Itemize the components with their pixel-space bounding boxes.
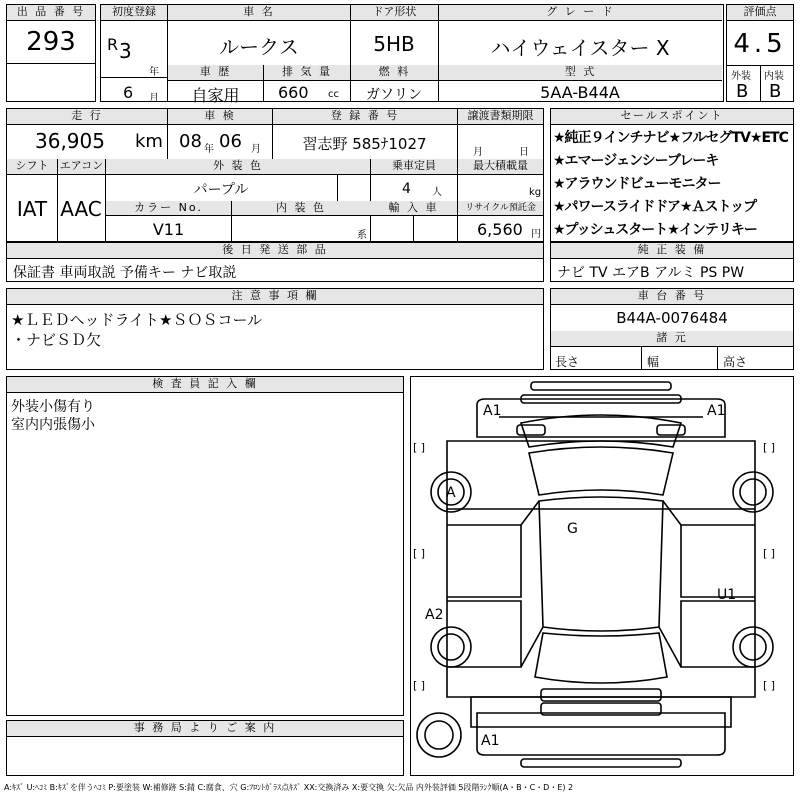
damage-mark-wheel: A — [446, 485, 456, 501]
office-label: 事 務 局 よ り ご 案 内 — [7, 721, 403, 737]
plate-label: 登 録 番 号 — [272, 109, 457, 125]
selling-line-1: ★純正９インチナビ★フルセグTV★ETC — [553, 130, 788, 146]
notes-line-2: ・ナビＳＤ欠 — [11, 331, 102, 349]
capacity: 4 — [402, 181, 411, 197]
legend: A:ｷｽﾞ U:ﾍｺﾐ B:ｷｽﾞを伴うﾍｺﾐ P:要塗装 W:補修跡 S:錆 C:腐食、穴 G:ﾌﾛﾝﾄｶﾞﾗｽ点ｷｽﾞ XX:交換済み X:要交換 欠:欠品 内外装評価 5段階ﾗﾝｸ順(A・B・C・D・E) 2 — [4, 783, 574, 792]
notes-label: 注 意 事 項 欄 — [7, 289, 543, 305]
color-no: V11 — [152, 220, 185, 239]
car-diagram-svg — [411, 377, 793, 775]
genuine-equipment-label: 純 正 装 備 — [551, 243, 793, 259]
bracket-6: [ ] — [763, 679, 776, 692]
shift-label: シフト — [7, 159, 57, 175]
damage-mark-front-left: A1 — [483, 403, 502, 419]
damage-mark-side-left: A2 — [425, 607, 444, 623]
import-label: 輸 入 車 — [370, 201, 457, 216]
car-info-box — [168, 4, 724, 105]
int-score: B — [769, 81, 782, 102]
dims-height: 高さ — [723, 355, 748, 369]
chassis-number: B44A-0076484 — [616, 309, 728, 327]
inspector-label: 検 査 員 記 入 欄 — [7, 377, 403, 393]
history: 自家用 — [191, 86, 240, 105]
ac: AAC — [60, 197, 102, 221]
max-load-label: 最大積載量 — [457, 159, 543, 175]
details-box — [6, 108, 544, 242]
inspection-label: 車 検 — [167, 109, 272, 125]
later-parts-label: 後 日 発 送 部 品 — [7, 243, 543, 259]
ext-color-label: 外 装 色 — [105, 159, 370, 175]
grade-label: グ レ ー ド — [438, 5, 722, 21]
transfer-month-unit: 月 — [473, 147, 483, 158]
notes-box — [6, 288, 544, 370]
history-label: 車 歴 — [168, 65, 263, 81]
inspection-month-unit: 月 — [251, 144, 261, 155]
int-color-label: 内 装 色 — [231, 201, 370, 216]
inspector-box — [6, 376, 404, 716]
ext-label: 外装 — [731, 71, 751, 82]
displacement-label: 排 気 量 — [263, 65, 350, 81]
selling-line-4: ★パワースライドドア★Ａストップ — [553, 199, 757, 215]
ext-color: パープル — [193, 182, 249, 198]
mileage: 36,905 — [35, 129, 105, 153]
grade: ハイウェイスター X — [490, 36, 670, 60]
first-reg-era: R — [107, 35, 119, 54]
lot-number: 293 — [26, 27, 76, 57]
bracket-2: [ ] — [763, 441, 776, 454]
score-box — [726, 4, 794, 102]
door-label: ドア形状 — [350, 5, 438, 21]
score-label: 評価点 — [727, 5, 793, 21]
inspector-line-2: 室内内張傷小 — [11, 417, 95, 433]
recycle-label: リサイクル預託金 — [457, 201, 543, 216]
door-type: 5HB — [373, 32, 415, 56]
inspector-line-1: 外装小傷有り — [11, 399, 95, 415]
damage-mark-side-right: U1 — [717, 587, 737, 603]
ac-label: エアコン — [57, 159, 105, 175]
first-reg-month-unit: 月 — [149, 93, 159, 104]
first-reg-year-unit: 年 — [149, 67, 159, 78]
selling-line-2: ★エマージェンシーブレーキ — [553, 153, 719, 169]
notes-line-1: ★ＬＥＤヘッドライト★ＳＯＳコール — [11, 311, 263, 329]
bracket-5: [ ] — [413, 679, 426, 692]
model-code: 5AA-B44A — [540, 83, 620, 102]
car-name: ルークス — [219, 35, 299, 59]
car-diagram — [410, 376, 794, 776]
displacement: 660 — [278, 83, 309, 102]
selling-points-box — [550, 108, 794, 242]
car-name-label: 車 名 — [168, 5, 350, 21]
transfer-day-unit: 日 — [519, 147, 529, 158]
chassis-label: 車 台 番 号 — [551, 289, 793, 305]
inspection-year-unit: 年 — [204, 144, 214, 155]
damage-mark-rear: A1 — [481, 733, 500, 749]
chassis-box — [550, 288, 794, 370]
ext-score: B — [736, 81, 749, 102]
capacity-unit: 人 — [432, 187, 442, 198]
damage-mark-glass: G — [567, 521, 578, 537]
damage-mark-front-right: A1 — [707, 403, 726, 419]
int-color-unit: 系 — [357, 230, 367, 241]
model-label: 型 式 — [438, 65, 722, 81]
genuine-equipment: ナビ TV エアB アルミ PS PW — [557, 265, 745, 281]
bracket-1: [ ] — [413, 441, 426, 454]
fuel-label: 燃 料 — [350, 65, 438, 81]
recycle-unit: 円 — [531, 229, 541, 240]
mileage-label: 走 行 — [7, 109, 167, 125]
max-load-unit: kg — [529, 187, 542, 198]
transfer-label: 譲渡書類期限 — [457, 109, 543, 125]
displacement-unit: cc — [328, 89, 339, 100]
genuine-equipment-box — [550, 242, 794, 282]
dims-length: 長さ — [555, 355, 580, 369]
recycle-fee: 6,560 — [477, 220, 523, 239]
office-box — [6, 720, 404, 776]
shift: IAT — [16, 197, 48, 221]
later-parts: 保証書 車両取説 予備キー ナビ取説 — [13, 265, 237, 281]
fuel: ガソリン — [366, 87, 422, 103]
inspection-year: 08 — [179, 131, 202, 152]
lot-box — [6, 4, 96, 102]
later-parts-box — [6, 242, 544, 282]
color-no-label: カラー No. — [106, 201, 231, 216]
selling-points-label: セールスポイント — [551, 109, 793, 125]
inspection-month: 06 — [219, 131, 242, 152]
selling-line-3: ★アラウンドビューモニター — [553, 176, 721, 192]
dims-label: 諸 元 — [551, 331, 793, 347]
first-reg-year: 3 — [119, 39, 132, 63]
capacity-label: 乗車定員 — [370, 159, 457, 175]
bracket-4: [ ] — [763, 547, 776, 560]
dims-width: 幅 — [647, 355, 660, 369]
first-reg-label: 初度登録 — [101, 5, 167, 21]
plate-number: 習志野 585ﾅ1027 — [302, 135, 427, 153]
mileage-unit: km — [135, 131, 163, 152]
lot-label: 出 品 番 号 — [7, 5, 95, 21]
score-value: 4.5 — [733, 29, 787, 59]
selling-line-5: ★プッシュスタート★インテリキー — [553, 222, 757, 238]
first-reg-month: 6 — [123, 83, 134, 102]
first-reg-box — [100, 4, 168, 102]
int-label: 内装 — [764, 71, 784, 82]
bracket-3: [ ] — [413, 547, 426, 560]
